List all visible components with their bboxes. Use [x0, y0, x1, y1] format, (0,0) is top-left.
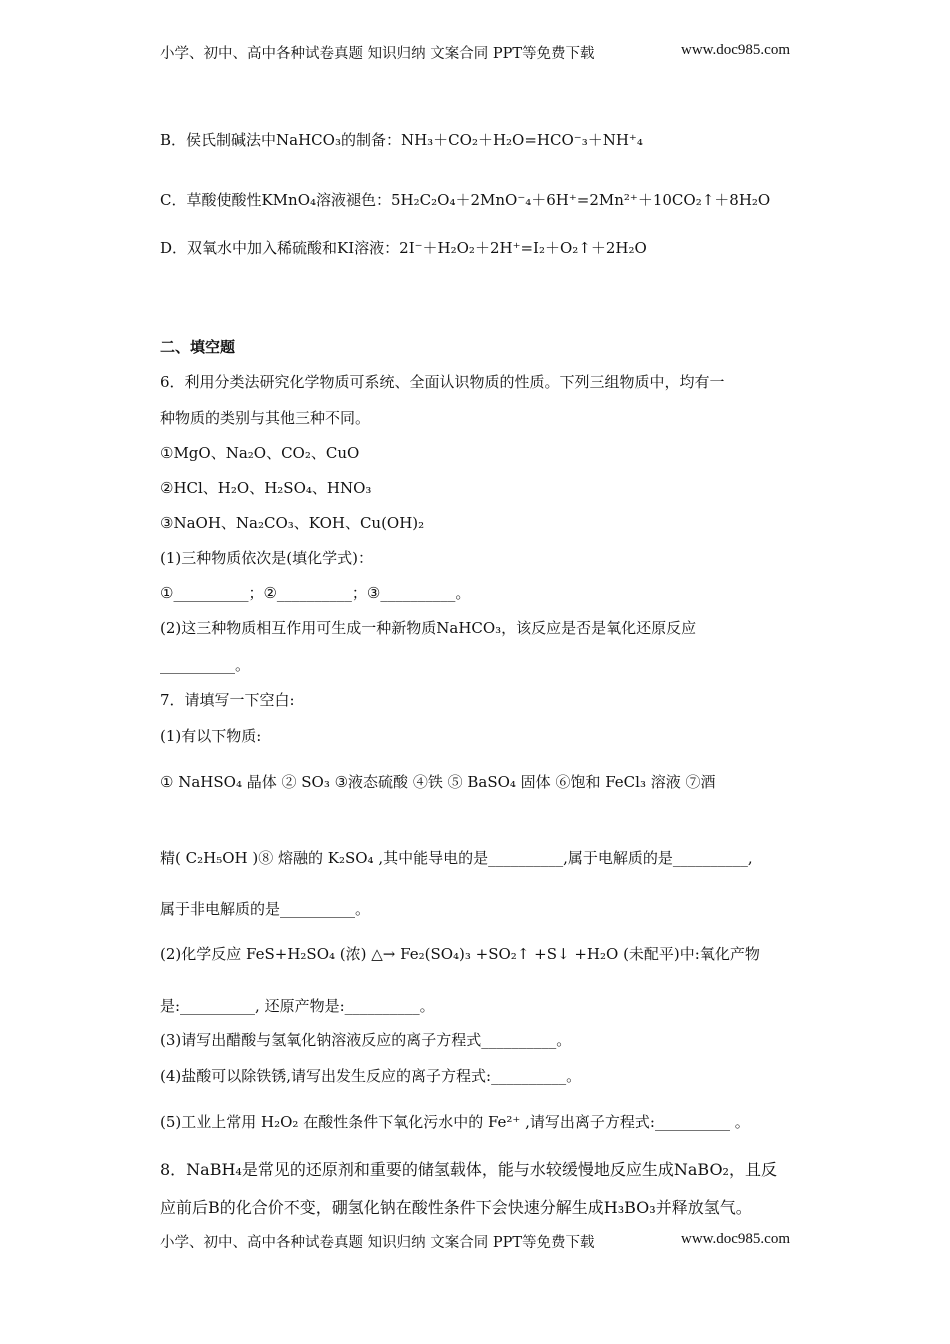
q7-part-1: (1)有以下物质: — [160, 727, 262, 745]
q6-part-1: (1)三种物质依次是(填化学式)： — [160, 549, 373, 567]
section-title: 二、填空题 — [160, 338, 236, 356]
q6-group-3: ③NaOH、Na₂CO₃、KOH、Cu(OH)₂ — [160, 514, 425, 532]
q6-stem-2: 种物质的类别与其他三种不同。 — [160, 409, 371, 427]
header-url[interactable]: www.doc985.com — [680, 42, 790, 58]
q7-substance-line-2[interactable]: 精( C₂H₅OH )⑧ 熔融的 K₂SO₄ ,其中能导电的是__________,属于电解质的是__________, — [160, 849, 753, 867]
option-b: B．侯氏制碱法中NaHCO₃的制备：NH₃＋CO₂＋H₂O=HCO⁻₃＋NH⁺₄ — [160, 131, 643, 149]
q7-part-3[interactable]: (3)请写出醋酸与氢氧化钠溶液反应的离子方程式__________。 — [160, 1031, 572, 1049]
q7-stem: 7．请填写一下空白: — [160, 691, 295, 709]
q7-part-2: (2)化学反应 FeS+H₂SO₄ (浓) △→ Fe₂(SO₄)₃ +SO₂↑ +S↓ +H₂O (未配平)中:氧化产物 — [160, 945, 760, 963]
q6-part-2b[interactable]: __________。 — [160, 656, 251, 674]
q6-part-2a: (2)这三种物质相互作用可生成一种新物质NaHCO₃，该反应是否是氧化还原反应 — [160, 619, 697, 637]
q6-group-1: ①MgO、Na₂O、CO₂、CuO — [160, 444, 360, 462]
q7-part-5[interactable]: (5)工业上常用 H₂O₂ 在酸性条件下氧化污水中的 Fe²⁺ ,请写出离子方程式:__________ 。 — [160, 1113, 750, 1131]
q7-part-4[interactable]: (4)盐酸可以除铁锈,请写出发生反应的离子方程式:__________。 — [160, 1067, 582, 1085]
q6-blanks[interactable]: ①__________；②__________；③__________。 — [160, 584, 471, 602]
footer-text: 小学、初中、高中各种试卷真题 知识归纳 文案合同 PPT等免费下载 — [160, 1235, 595, 1251]
footer-url[interactable]: www.doc985.com — [680, 1231, 790, 1247]
q8-line-2: 应前后B的化合价不变，硼氢化钠在酸性条件下会快速分解生成H₃BO₃并释放氢气。 — [160, 1198, 752, 1217]
option-d: D．双氧水中加入稀硫酸和KI溶液：2I⁻＋H₂O₂＋2H⁺=I₂＋O₂↑＋2H₂O — [160, 239, 647, 257]
q7-substance-line-3[interactable]: 属于非电解质的是__________。 — [160, 900, 371, 918]
q8-line-1: 8．NaBH₄是常见的还原剂和重要的储氢载体，能与水较缓慢地反应生成NaBO₂，且反 — [160, 1160, 777, 1179]
header-text: 小学、初中、高中各种试卷真题 知识归纳 文案合同 PPT等免费下载 — [160, 46, 595, 62]
option-c: C．草酸使酸性KMnO₄溶液褪色：5H₂C₂O₄＋2MnO⁻₄＋6H⁺=2Mn²⁺＋10CO₂↑＋8H₂O — [160, 191, 771, 209]
q6-group-2: ②HCl、H₂O、H₂SO₄、HNO₃ — [160, 479, 372, 497]
q7-substance-line-1: ① NaHSO₄ 晶体 ② SO₃ ③液态硫酸 ④铁 ⑤ BaSO₄ 固体 ⑥饱和 FeCl₃ 溶液 ⑦酒 — [160, 773, 716, 791]
q6-stem-1: 6．利用分类法研究化学物质可系统、全面认识物质的性质。下列三组物质中，均有一 — [160, 373, 725, 391]
q7-part-2b[interactable]: 是:__________, 还原产物是:__________。 — [160, 997, 435, 1015]
